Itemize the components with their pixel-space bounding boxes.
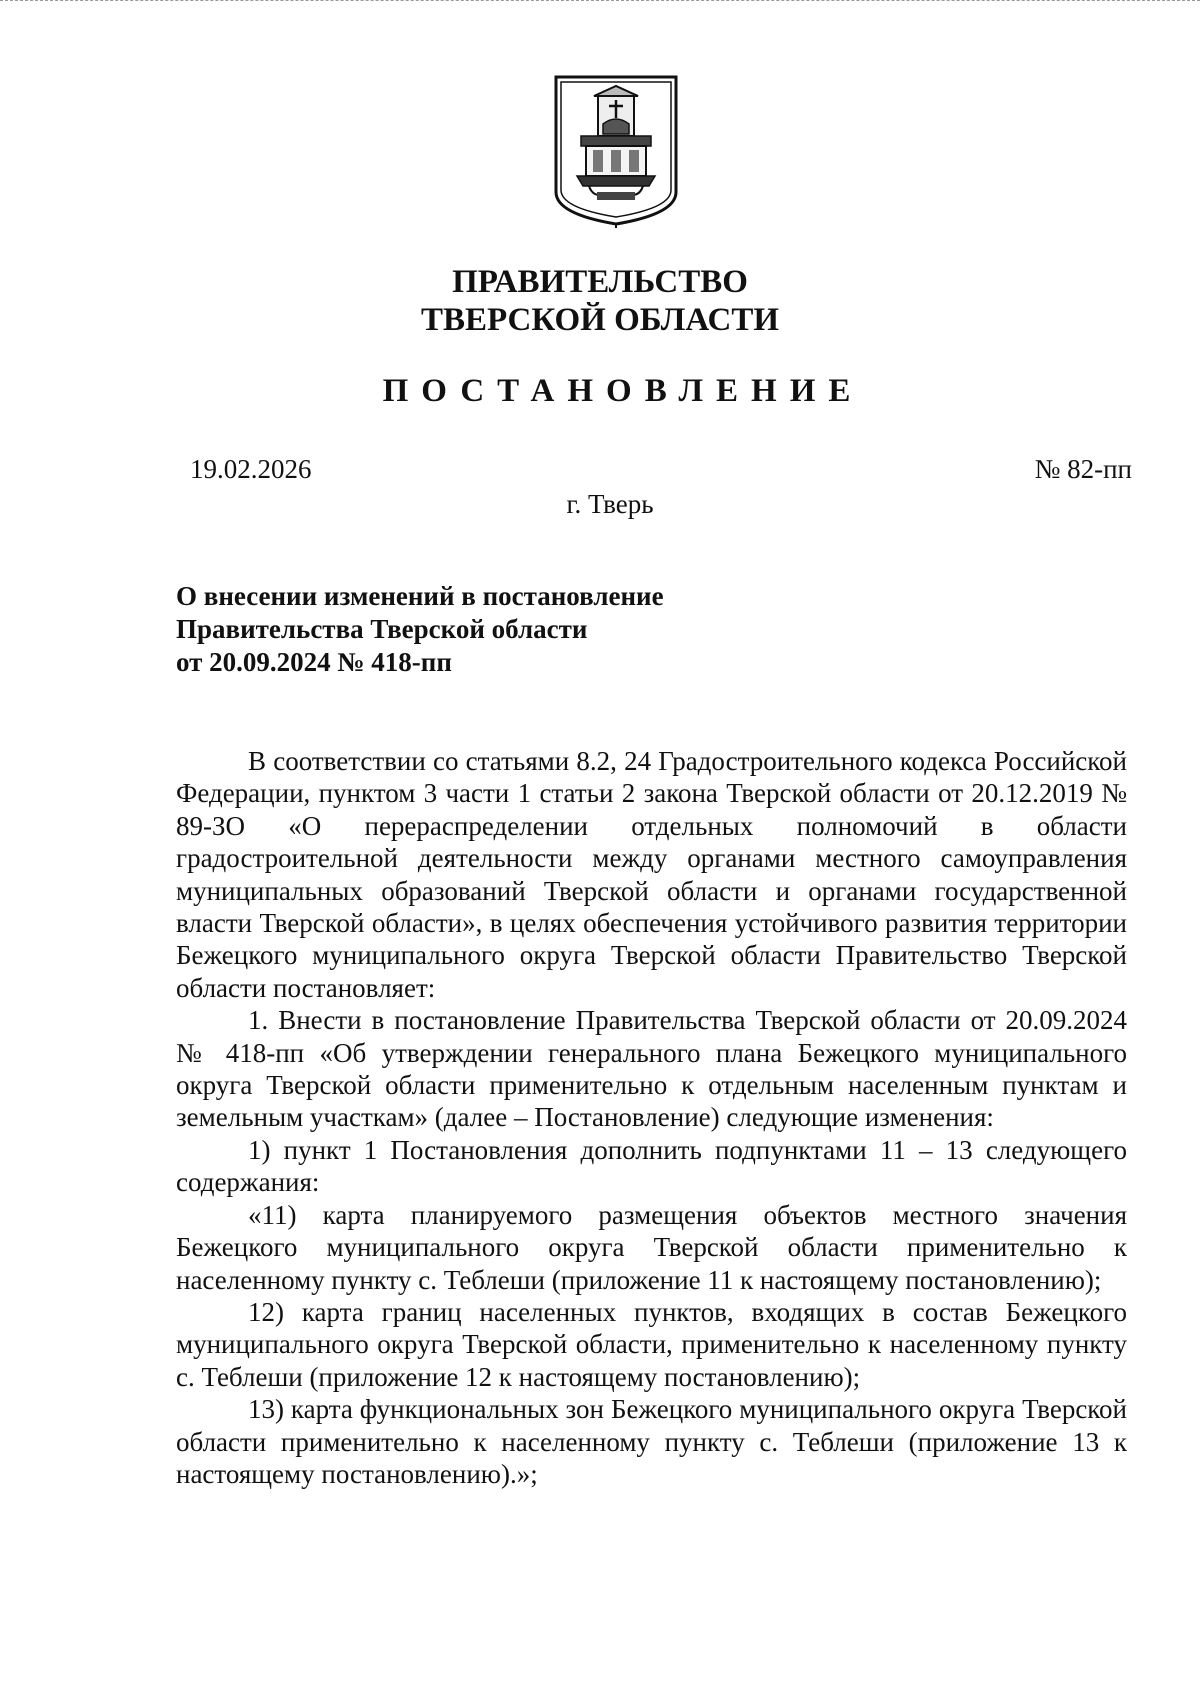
body-paragraph-item-1: 1. Внести в постановление Правительства Тверской области от 20.09.2024 № 418-пп «Об утверждении генерального плана Бежецкого муниципального округа Тверской области применительно к отдельным населенным пунктам и земельным участкам» (далее – Постановление) следующие изменения: [176, 1005, 1127, 1133]
subject-line3: от 20.09.2024 № 418-пп [176, 647, 452, 677]
document-city: г. Тверь [566, 489, 654, 519]
body-paragraph-point-12: 12) карта границ населенных пунктов, входящих в состав Бежецкого муниципального округа Тверской области, применительно к населенному пункту с. Теблеши (приложение 12 к настоящему постановлению); [176, 1296, 1127, 1392]
document-subject [176, 580, 664, 679]
page-edge [0, 0, 1200, 2]
body-paragraph-point-13: 13) карта функциональных зон Бежецкого муниципального округа Тверской области применительно к населенному пункту с. Теблеши (приложение 13 к настоящему постановлению).»; [176, 1394, 1127, 1489]
subject-line1: О внесении изменений в постановление [176, 581, 664, 611]
document-type: ПОСТАНОВЛЕНИЕ [382, 373, 864, 409]
body-paragraph-subitem-1: 1) пункт 1 Постановления дополнить подпунктами 11 – 13 следующего содержания: [176, 1134, 1127, 1198]
organization-title-line1: ПРАВИТЕЛЬСТВО [452, 264, 748, 300]
body-paragraph-point-11: «11) карта планируемого размещения объектов местного значения Бежецкого муниципального округа Тверской области применительно к населенному пункту с. Теблеши (приложение 11 к настоящему постановлению); [176, 1199, 1127, 1295]
document-date: 19.02.2026 [190, 454, 312, 484]
document-body [176, 745, 1127, 1490]
body-paragraph-preamble: В соответствии со статьями 8.2, 24 Градостроительного кодекса Российской Федерации, пунктом 3 части 1 статьи 2 закона Тверской области от 20.12.2019 № 89-ЗО «О перераспределении отдельных полномочий в области градостроительной деятельности между органами местного самоуправления муниципальных образований Тверской области и органами государственной власти Тверской области», в целях обеспечения устойчивого развития территории Бежецкого муниципального округа Тверской области Правительство Тверской области постановляет: [176, 746, 1127, 1003]
document-number: № 82-пп [1034, 454, 1132, 484]
subject-line2: Правительства Тверской области [176, 614, 588, 644]
organization-title-line2: ТВЕРСКОЙ ОБЛАСТИ [420, 302, 780, 338]
tver-coat-of-arms-icon [553, 74, 679, 229]
